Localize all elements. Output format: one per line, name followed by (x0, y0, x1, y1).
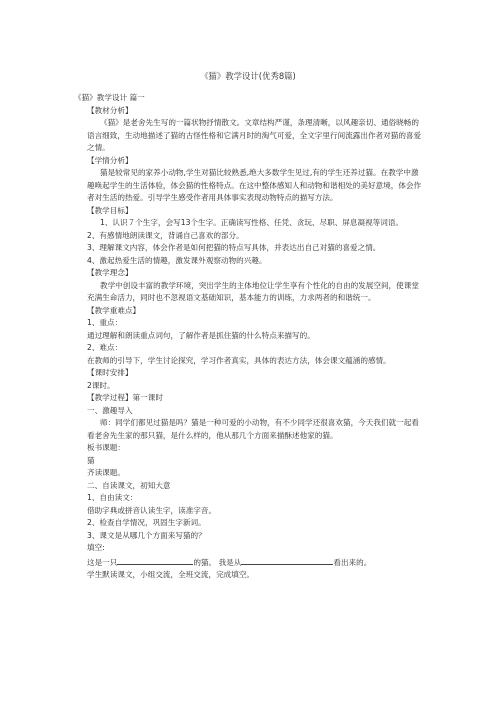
concept-paragraph: 教学中创设丰富的教学环境，突出学生的主体地位让学生享有个性化的自由的发展空间，使课堂充满生命活力，同时也不忽视语文基础知识，基本能力的训练，力求两者的和谐统一。 (87, 280, 419, 302)
part-heading: 《猫》教学设计 篇一 (74, 93, 145, 102)
goal-item-2: 2、有感情地朗读课文，背诵自己喜欢的部分。 (87, 230, 244, 240)
section-schedule-heading: 【课时安排】 (87, 368, 133, 377)
students-paragraph: 猫是较常见的家养小动物,学生对猫比较熟悉,绝大多数学生见过,有的学生还养过猫。在教学中激趣唤起学生的生活体验，体会猫的性格特点。在这中整体感知人和动物和谐相处的美好意境，体会作者对生活的热爱。引导学生感受作者用具体事实表现动物特点的描写方法。 (87, 168, 422, 202)
section-keypoints-heading: 【教学重难点】 (87, 305, 141, 315)
step-2-item-2: 2、检查自学情况，巩固生字新词。 (87, 518, 206, 527)
fill-part-a: 这是一只 (87, 557, 118, 567)
fill-part-b: 的猫。 我是从 (193, 557, 242, 567)
fill-in-sentence (74, 555, 422, 570)
schedule-text: 2课时。 (87, 380, 115, 390)
section-concept-heading: 【教学理念】 (87, 268, 133, 277)
step-2-item-3: 3、课文是从哪几个方面来写猫的？ (87, 530, 206, 540)
document-title: 《猫》教学设计(优秀8篇) (200, 71, 296, 81)
fill-blank-1 (117, 555, 193, 565)
read-title: 齐读课题。 (87, 468, 125, 477)
goal-item-3: 3、理解课文内容，体会作者是如何把猫的特点写具体，并表达出自己对猫的喜爱之情。 (87, 243, 381, 252)
material-paragraph: 《猫》是老舍先生写的一篇状物抒情散文。文章结构严谨，条理清晰，以风趣亲切、通俗晓畅的语言细致，生动地描述了猫的古怪性格和它满月时的淘气可爱，全文字里行间流露出作者对猫的喜爱之情。 (87, 118, 422, 152)
keypoint-1-label: 1、重点： (87, 318, 123, 327)
fill-blank-2 (241, 555, 333, 565)
section-material-heading: 【教材分析】 (87, 105, 133, 115)
fill-label: 填空: (87, 543, 105, 552)
keypoint-2-label: 2、难点： (87, 343, 123, 352)
section-students-heading: 【学情分析】 (87, 155, 133, 165)
last-line: 学生默读课文，小组交流，全班交流，完成填空。 (87, 570, 255, 579)
document-page (74, 70, 422, 582)
board-value: 猫 (87, 455, 95, 465)
step-2-item-1-text: 借助字典或拼音认读生字，读准字音。 (87, 505, 217, 515)
step-2-heading: 二、自读课文，初知大意 (87, 480, 171, 490)
goal-item-4: 4、激起热爱生活的情趣，激发课外观察动物的兴趣。 (87, 255, 267, 265)
step-2-item-1: 1、自由读文： (87, 493, 138, 502)
keypoint-1-text: 通过理解和朗读重点词句，了解作者是抓住猫的什么特点来描写的。 (87, 330, 315, 340)
fill-part-c: 看出来的。 (333, 557, 372, 567)
step-1-paragraph: 师：同学们都见过猫是吗？猫是一种可爱的小动物，有不少同学还很喜欢猫，今天我们就一起看看老舍先生家的那只猫，是什么样的，他从那几个方面来描酥述他家的猫。 (87, 418, 419, 440)
goal-item-1: 1、认识７个生字，会写13个生字。正确读写性格、任凭、贪玩、尽职、屏息凝视等词语。 (100, 218, 404, 227)
board-label: 板书课题： (87, 443, 125, 452)
step-1-heading: 一、激趣导入 (87, 405, 133, 415)
keypoint-2-text: 在教师的引导下，学生讨论探究，学习作者真实，具体的表达方法，体会课文蕴涵的感情。 (87, 355, 391, 365)
section-process-heading: 【教学过程】第一课时 (87, 393, 163, 402)
section-goals-heading: 【教学目标】 (87, 205, 133, 215)
